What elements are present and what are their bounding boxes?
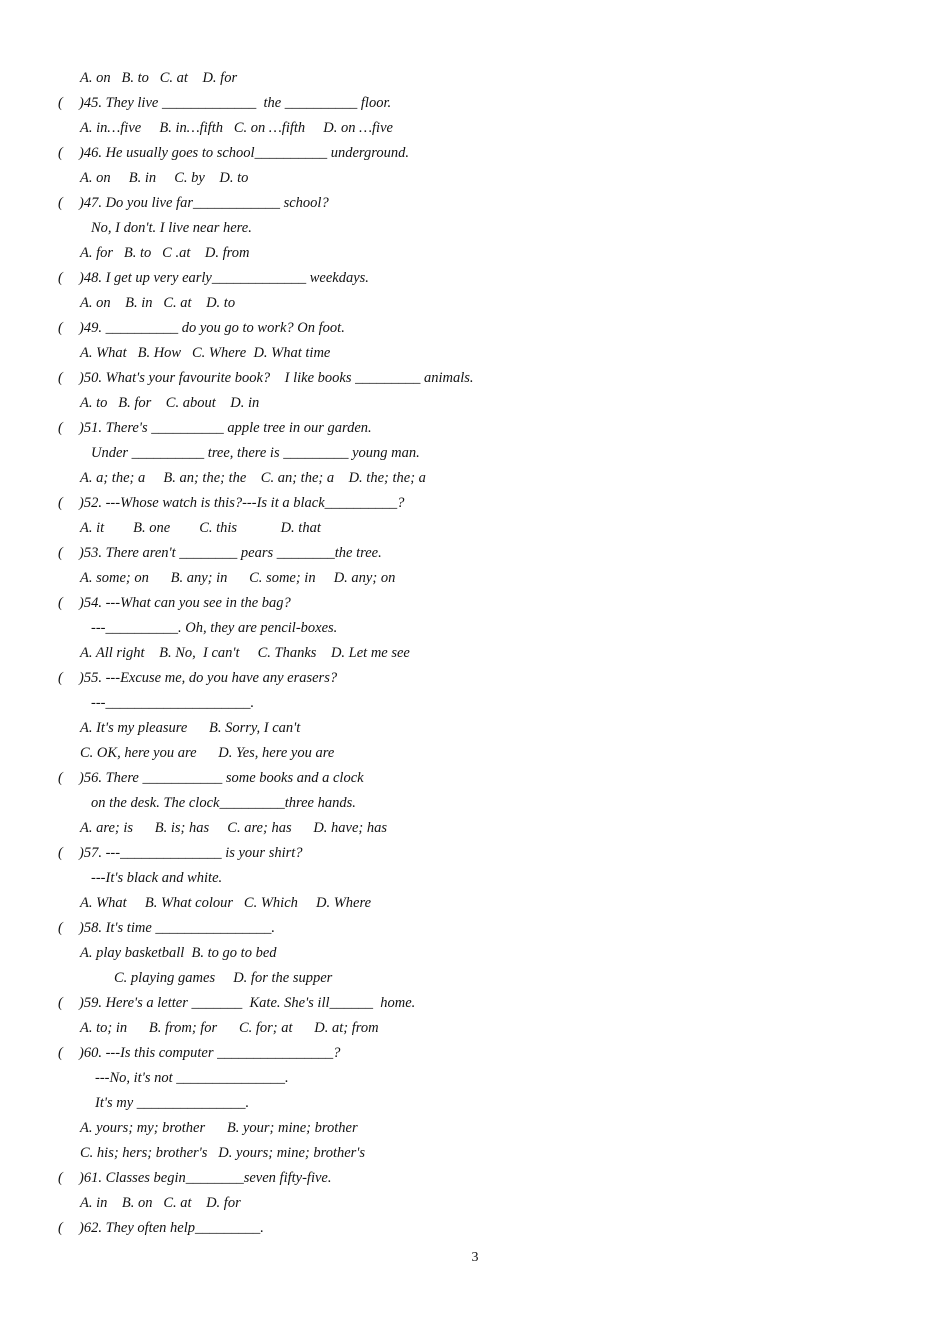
answer-paren: (	[58, 670, 63, 686]
question-line: A. for B. to C .at D. from	[80, 245, 250, 261]
question-line: ---____________________.	[91, 695, 255, 711]
question-line: )47. Do you live far____________ school?	[79, 195, 329, 211]
answer-paren: (	[58, 495, 63, 511]
question-line: ---It's black and white.	[91, 870, 223, 886]
question-line: )60. ---Is this computer ________________?	[79, 1045, 341, 1061]
question-line: )56. There ___________ some books and a clock	[79, 770, 364, 786]
answer-paren: (	[58, 845, 63, 861]
question-line: Under __________ tree, there is _________ young man.	[91, 445, 420, 461]
question-line: A. to B. for C. about D. in	[80, 395, 260, 411]
question-line: )48. I get up very early_____________ weekdays.	[79, 270, 369, 286]
question-line: )52. ---Whose watch is this?---Is it a black__________?	[79, 495, 405, 511]
question-line: )50. What's your favourite book? I like books _________ animals.	[79, 370, 474, 386]
answer-paren: (	[58, 420, 63, 436]
question-line: on the desk. The clock_________three hands.	[91, 795, 356, 811]
question-line: )54. ---What can you see in the bag?	[79, 595, 291, 611]
answer-paren: (	[58, 1045, 63, 1061]
question-line: A. some; on B. any; in C. some; in D. any; on	[80, 570, 396, 586]
answer-paren: (	[58, 370, 63, 386]
question-line: ---__________. Oh, they are pencil-boxes.	[91, 620, 338, 636]
question-line: C. his; hers; brother's D. yours; mine; brother's	[80, 1145, 366, 1161]
question-line: )57. ---______________ is your shirt?	[79, 845, 303, 861]
question-line: A. It's my pleasure B. Sorry, I can't	[80, 720, 301, 736]
question-line: A. to; in B. from; for C. for; at D. at; from	[80, 1020, 379, 1036]
question-line: No, I don't. I live near here.	[91, 220, 252, 236]
question-line: A. it B. one C. this D. that	[80, 520, 321, 536]
question-line: A. are; is B. is; has C. are; has D. have; has	[80, 820, 388, 836]
question-line: A. on B. to C. at D. for	[80, 70, 238, 86]
question-line: A. on B. in C. by D. to	[80, 170, 249, 186]
question-line: )53. There aren't ________ pears ________the tree.	[79, 545, 382, 561]
question-line: A. play basketball B. to go to bed	[80, 945, 277, 961]
question-line: A. What B. How C. Where D. What time	[80, 345, 331, 361]
answer-paren: (	[58, 145, 63, 161]
answer-paren: (	[58, 270, 63, 286]
question-line: A. in…five B. in…fifth C. on …fifth D. on …five	[80, 120, 393, 136]
question-line: )49. __________ do you go to work? On foot.	[79, 320, 345, 336]
answer-paren: (	[58, 595, 63, 611]
question-line: )46. He usually goes to school__________ underground.	[79, 145, 409, 161]
question-line: It's my _______________.	[95, 1095, 250, 1111]
question-line: )55. ---Excuse me, do you have any erasers?	[79, 670, 338, 686]
answer-paren: (	[58, 320, 63, 336]
question-line: A. All right B. No, I can't C. Thanks D. Let me see	[80, 645, 410, 661]
question-line: )51. There's __________ apple tree in our garden.	[79, 420, 372, 436]
question-line: )61. Classes begin________seven fifty-five.	[79, 1170, 332, 1186]
question-line: )62. They often help_________.	[79, 1220, 264, 1236]
answer-paren: (	[58, 195, 63, 211]
question-line: )58. It's time ________________.	[79, 920, 276, 936]
question-line: A. a; the; a B. an; the; the C. an; the; a D. the; the; a	[80, 470, 426, 486]
page-number: 3	[471, 1250, 479, 1265]
answer-paren: (	[58, 995, 63, 1011]
question-line: A. on B. in C. at D. to	[80, 295, 236, 311]
answer-paren: (	[58, 1170, 63, 1186]
question-line: C. playing games D. for the supper	[114, 970, 333, 986]
question-line: A. What B. What colour C. Which D. Where	[80, 895, 372, 911]
answer-paren: (	[58, 770, 63, 786]
question-line: )59. Here's a letter _______ Kate. She's ill______ home.	[79, 995, 416, 1011]
answer-paren: (	[58, 1220, 63, 1236]
answer-paren: (	[58, 545, 63, 561]
question-line: C. OK, here you are D. Yes, here you are	[80, 745, 335, 761]
question-line: ---No, it's not _______________.	[95, 1070, 289, 1086]
question-line: A. in B. on C. at D. for	[80, 1195, 241, 1211]
answer-paren: (	[58, 920, 63, 936]
question-line: A. yours; my; brother B. your; mine; brother	[80, 1120, 358, 1136]
answer-paren: (	[58, 95, 63, 111]
question-line: )45. They live _____________ the __________ floor.	[79, 95, 392, 111]
